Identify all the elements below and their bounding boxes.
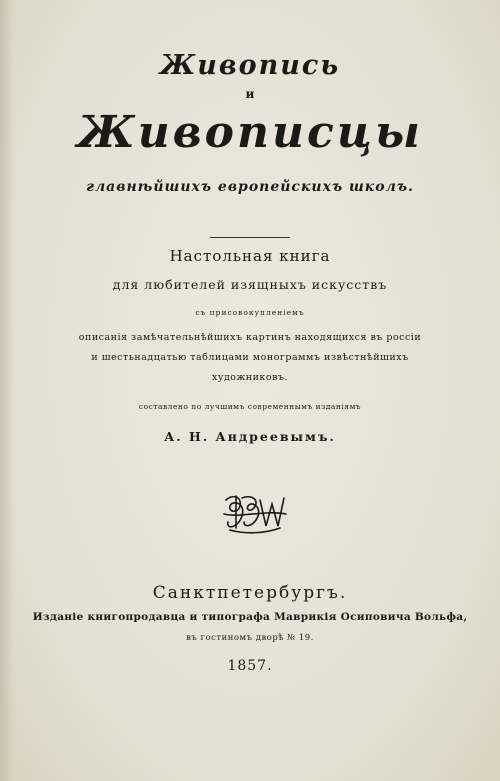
contents-line-2: и шестьнадцатью таблицами монограммъ извѣстнѣйшихъ (91, 352, 409, 363)
addition-line: съ присовокупленіемъ (195, 308, 305, 317)
address-line: въ гостиномъ дворѣ № 19. (186, 633, 314, 643)
title-line-1: Живопись (159, 50, 341, 81)
title-conjunction: и (245, 87, 255, 101)
audience-line: для любителей изящныхъ искусствъ (112, 277, 388, 292)
contents-line-3: художниковъ. (212, 372, 288, 383)
monogram-icon (220, 490, 288, 536)
author-name: А. Н. Андреевымъ. (164, 429, 336, 444)
city: Санктпетербургъ. (152, 583, 348, 603)
publisher-line: Изданіе книгопродавца и типографа Маврикія Осиповича Вольфа, (32, 611, 468, 623)
divider-rule (210, 237, 290, 238)
year: 1857. (227, 658, 273, 674)
subtitle: главнѣйшихъ европейскихъ школъ. (86, 179, 414, 195)
main-title: Живописцы (77, 107, 423, 158)
compiled-by-line: составлено по лучшимъ современнымъ изданіямъ (138, 402, 362, 411)
book-description: Настольная книга (169, 247, 331, 265)
contents-line-1: описанія замѣчательнѣйшихъ картинъ находящихся въ россіи (78, 332, 422, 343)
